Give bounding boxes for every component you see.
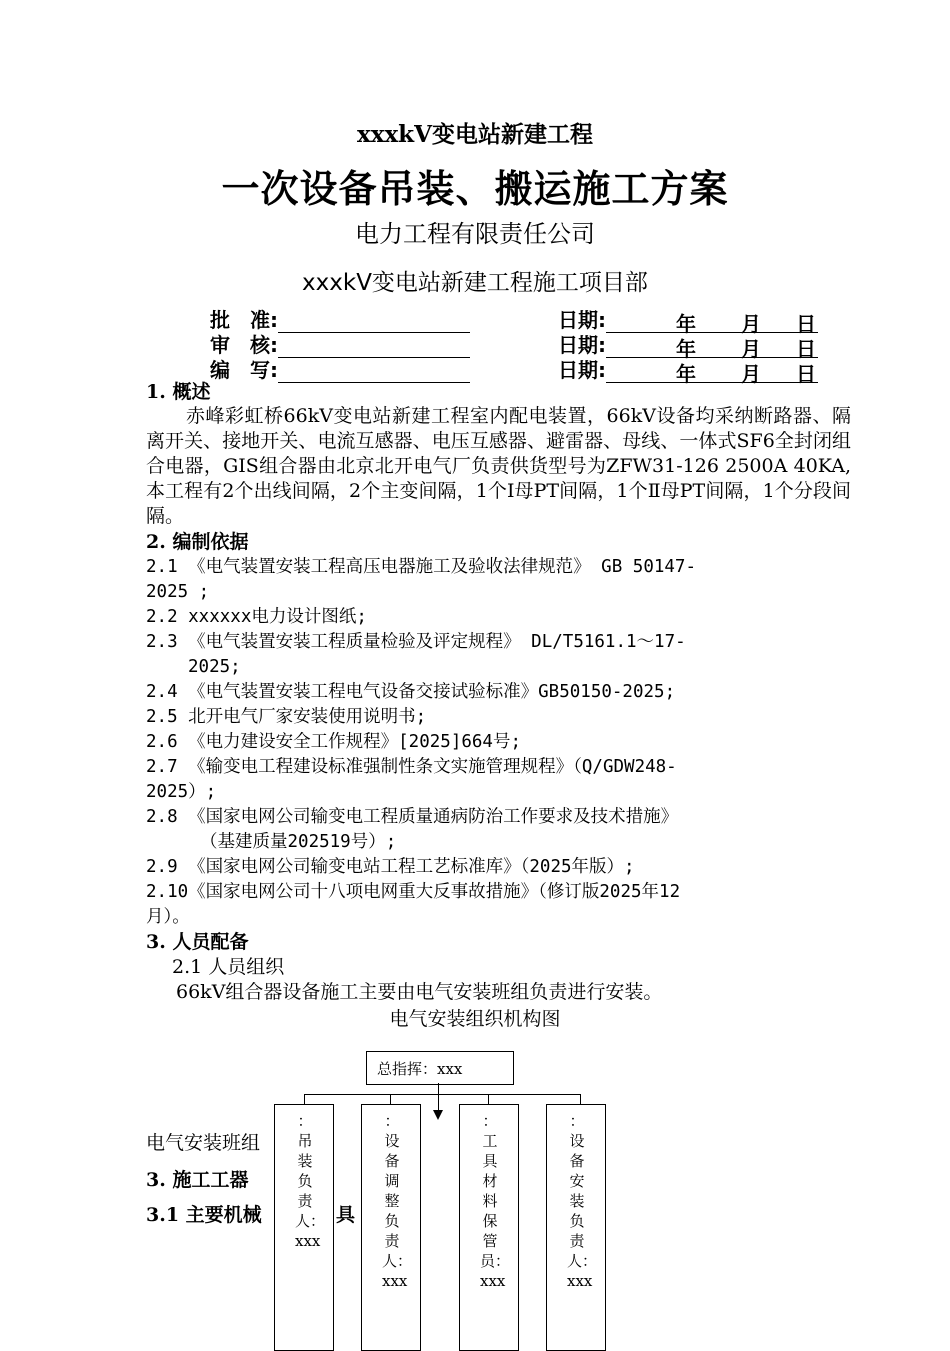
org-child-box (459, 1104, 519, 1351)
date-label: 日期: (558, 308, 606, 332)
connector-line (304, 1094, 580, 1095)
reference-item: 2.2 xxxxxx电力设计图纸; (146, 607, 367, 627)
date-line: 年 月 日 (606, 310, 818, 333)
org-child-label: ：工具材料保管员：xxx (480, 1112, 511, 1290)
section-heading: 2. 编制依据 (146, 531, 249, 553)
reference-item: 2.6 《电力建设安全工作规程》[2025]664号; (146, 732, 522, 752)
reference-item: 2.3 《电气装置安装工程质量检验及评定规程》 DL/T5161.1～17- (146, 632, 686, 652)
company-name: 电力工程有限责任公司 (355, 220, 595, 248)
connector-line (390, 1094, 391, 1104)
date-line: 年 月 日 (606, 335, 818, 358)
subsection-heading: 2.1 人员组织 (172, 956, 285, 978)
partial-heading: 3.1 主要机械 (146, 1204, 262, 1226)
reference-item: 2025）; (146, 782, 217, 802)
signature-role: 批 准: (210, 308, 278, 332)
org-chart-title: 电气安装组织机构图 (389, 1008, 561, 1030)
reference-item: 2.9 《国家电网公司输变电站工程工艺标准库》（2025年版）; (146, 857, 635, 877)
staffing-text: 66kV组合器设备施工主要由电气安装班组负责进行安装。 (176, 981, 663, 1003)
reference-item: 月）。 (146, 907, 190, 927)
org-child-box (546, 1104, 606, 1351)
org-child-label: ：吊装负责人：xxx (295, 1112, 326, 1250)
connector-line (304, 1094, 305, 1104)
reference-item: 2.7 《输变电工程建设标准强制性条文实施管理规程》（Q/GDW248- (146, 757, 677, 777)
connector-line (580, 1094, 581, 1104)
reference-item: （基建质量202519号）; (200, 832, 397, 852)
org-child-box (274, 1104, 334, 1351)
arrow-down-icon (433, 1110, 443, 1120)
reference-item: 2.8 《国家电网公司输变电工程质量通病防治工作要求及技术措施》 (146, 807, 679, 827)
org-child-label: ：设备安装负责人：xxx (567, 1112, 598, 1290)
date-label: 日期: (558, 358, 606, 382)
overview-paragraph: 赤峰彩虹桥66kV变电站新建工程室内配电装置，66kV设备均采纳断路器、隔离开关、接地开关、电流互感器、电压互感器、避雷器、母线、一体式SF6全封闭组合电器，GIS组合器由北京北开电气厂负责供货型号为ZFW31-126 2500A 40KA,本工程有2个出线间隔，2个主变间隔，1个Ⅰ母PT间隔，1个Ⅱ母PT间隔，1个分段间隔。 (146, 405, 851, 527)
reference-item: 2025; (188, 657, 241, 677)
org-child-label: ：设备调整负责人：xxx (382, 1112, 413, 1290)
org-child-box (361, 1104, 421, 1351)
connector-line (488, 1094, 489, 1104)
partial-text: 电气安装班组 (146, 1132, 261, 1154)
document-title: 一次设备吊装、搬运施工方案 (221, 166, 729, 211)
date-row-write (558, 354, 818, 386)
reference-item: 2.1 《电气装置安装工程高压电器施工及验收法律规范》 GB 50147- (146, 557, 697, 577)
reference-item: 2.10《国家电网公司十八项电网重大反事故措施》（修订版2025年12 (146, 882, 681, 902)
reference-item: 2025 ; (146, 582, 210, 602)
section-heading: 1. 概述 (146, 381, 211, 403)
partial-heading: 具 (336, 1204, 356, 1226)
project-department: xxxkV变电站新建工程施工项目部 (302, 270, 648, 296)
section-heading: 3. 人员配备 (146, 931, 249, 953)
org-root-box (366, 1051, 514, 1085)
partial-heading: 3. 施工工器 (146, 1169, 249, 1191)
signature-role: 编 写: (210, 358, 278, 382)
reference-item: 2.5 北开电气厂家安装使用说明书; (146, 707, 427, 727)
date-label: 日期: (558, 333, 606, 357)
reference-item: 2.4 《电气装置安装工程电气设备交接试验标准》GB50150-2025; (146, 682, 676, 702)
project-name: xxxkV变电站新建工程 (357, 121, 593, 148)
date-line: 年 月 日 (606, 360, 818, 383)
signature-role: 审 核: (210, 333, 278, 357)
org-root-label: 总指挥：xxx (377, 1060, 463, 1078)
signature-row-write (210, 354, 470, 383)
